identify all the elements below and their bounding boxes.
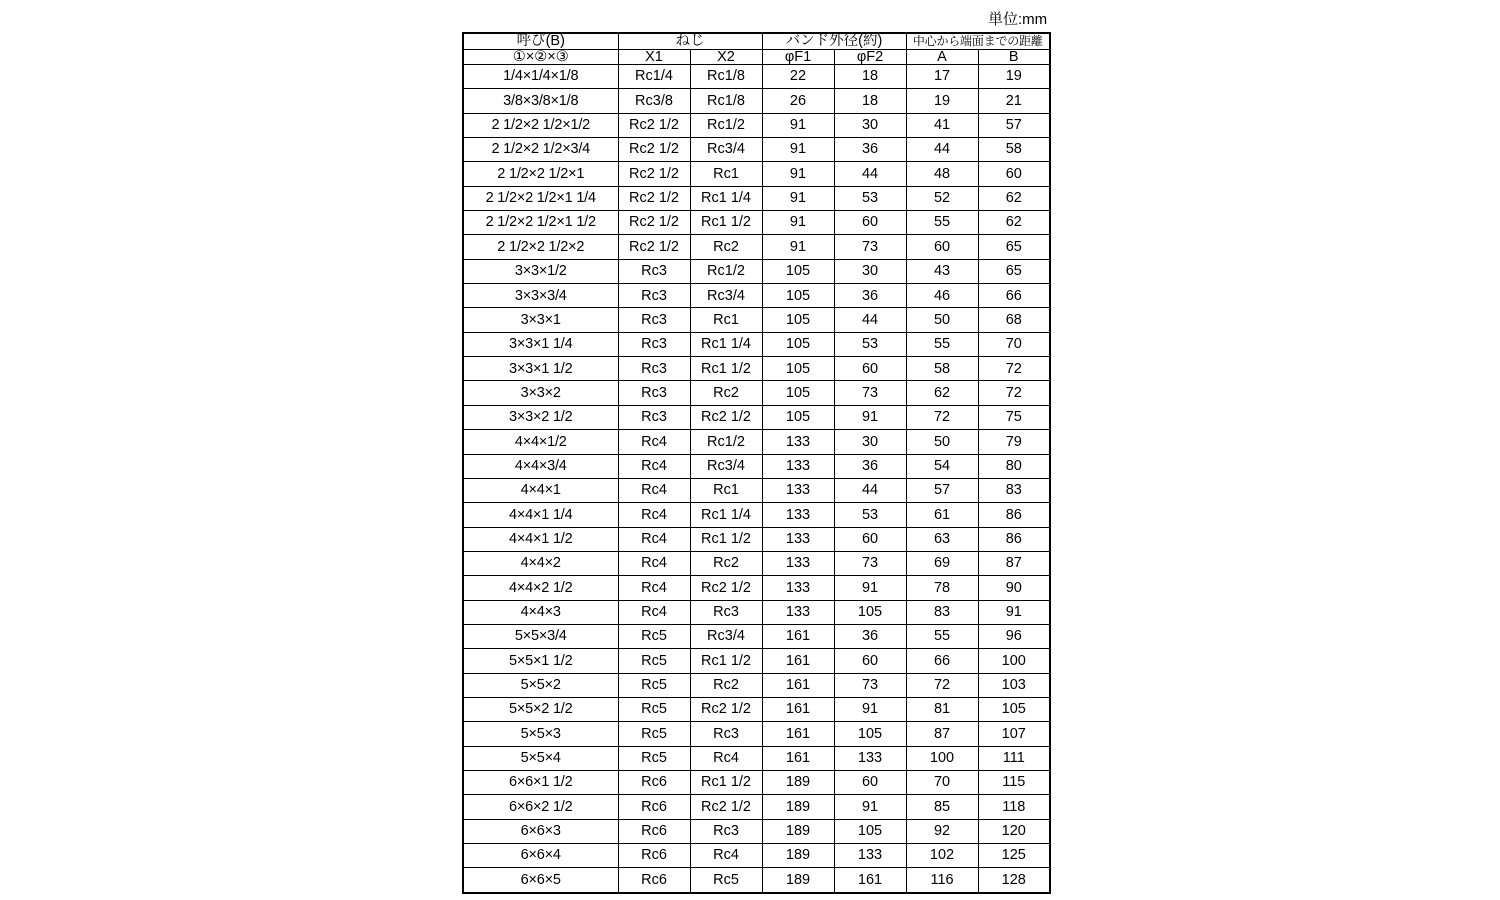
thread-x2-cell: Rc3 <box>690 600 762 624</box>
thread-x2-cell: Rc1/8 <box>690 65 762 89</box>
b-cell: 100 <box>978 649 1050 673</box>
size-cell: 6×6×4 <box>463 844 618 868</box>
thread-x1-cell: Rc4 <box>618 454 690 478</box>
b-cell: 111 <box>978 746 1050 770</box>
b-cell: 75 <box>978 405 1050 429</box>
b-cell: 103 <box>978 673 1050 697</box>
table-row <box>463 332 1050 356</box>
thread-x2-cell: Rc1 1/4 <box>690 186 762 210</box>
table-row <box>463 357 1050 381</box>
b-cell: 107 <box>978 722 1050 746</box>
a-cell: 55 <box>906 211 978 235</box>
a-cell: 70 <box>906 770 978 794</box>
size-cell: 2 1/2×2 1/2×1 <box>463 162 618 186</box>
a-cell: 55 <box>906 332 978 356</box>
size-cell: 4×4×1 1/4 <box>463 503 618 527</box>
thread-x2-cell: Rc1 1/2 <box>690 211 762 235</box>
a-cell: 66 <box>906 649 978 673</box>
f2-cell: 53 <box>834 503 906 527</box>
table-row <box>463 746 1050 770</box>
table-row <box>463 308 1050 332</box>
thread-x2-cell: Rc5 <box>690 868 762 893</box>
header-a: A <box>906 49 978 65</box>
size-cell: 3×3×1 1/4 <box>463 332 618 356</box>
a-cell: 62 <box>906 381 978 405</box>
thread-x1-cell: Rc3/8 <box>618 89 690 113</box>
b-cell: 96 <box>978 624 1050 648</box>
b-cell: 68 <box>978 308 1050 332</box>
f1-cell: 189 <box>762 868 834 893</box>
thread-x1-cell: Rc2 1/2 <box>618 113 690 137</box>
table-row <box>463 673 1050 697</box>
f2-cell: 60 <box>834 211 906 235</box>
f2-cell: 60 <box>834 357 906 381</box>
f1-cell: 105 <box>762 357 834 381</box>
thread-x1-cell: Rc2 1/2 <box>618 138 690 162</box>
table-row <box>463 138 1050 162</box>
table-header <box>463 33 1050 65</box>
f1-cell: 105 <box>762 332 834 356</box>
thread-x1-cell: Rc3 <box>618 284 690 308</box>
thread-x2-cell: Rc1/2 <box>690 430 762 454</box>
f1-cell: 133 <box>762 527 834 551</box>
f2-cell: 91 <box>834 697 906 721</box>
f2-cell: 53 <box>834 186 906 210</box>
header-x1: X1 <box>618 49 690 65</box>
b-cell: 62 <box>978 186 1050 210</box>
thread-x2-cell: Rc1 1/4 <box>690 332 762 356</box>
thread-x1-cell: Rc2 1/2 <box>618 162 690 186</box>
f2-cell: 36 <box>834 454 906 478</box>
f2-cell: 18 <box>834 89 906 113</box>
thread-x1-cell: Rc2 1/2 <box>618 186 690 210</box>
thread-x1-cell: Rc4 <box>618 600 690 624</box>
f2-cell: 60 <box>834 527 906 551</box>
a-cell: 57 <box>906 478 978 502</box>
a-cell: 60 <box>906 235 978 259</box>
thread-x2-cell: Rc3/4 <box>690 624 762 648</box>
f1-cell: 91 <box>762 113 834 137</box>
thread-x2-cell: Rc2 <box>690 673 762 697</box>
f2-cell: 60 <box>834 770 906 794</box>
table-row <box>463 430 1050 454</box>
size-cell: 6×6×5 <box>463 868 618 893</box>
a-cell: 41 <box>906 113 978 137</box>
thread-x1-cell: Rc5 <box>618 673 690 697</box>
thread-x1-cell: Rc6 <box>618 868 690 893</box>
size-cell: 3×3×1 <box>463 308 618 332</box>
a-cell: 19 <box>906 89 978 113</box>
a-cell: 58 <box>906 357 978 381</box>
dimension-table <box>462 32 1051 894</box>
thread-x1-cell: Rc6 <box>618 819 690 843</box>
size-cell: 3/8×3/8×1/8 <box>463 89 618 113</box>
header-b: B <box>978 49 1050 65</box>
f2-cell: 91 <box>834 405 906 429</box>
f2-cell: 91 <box>834 576 906 600</box>
f1-cell: 133 <box>762 551 834 575</box>
a-cell: 102 <box>906 844 978 868</box>
a-cell: 44 <box>906 138 978 162</box>
b-cell: 87 <box>978 551 1050 575</box>
thread-x1-cell: Rc6 <box>618 844 690 868</box>
thread-x1-cell: Rc5 <box>618 697 690 721</box>
f1-cell: 105 <box>762 284 834 308</box>
table-row <box>463 795 1050 819</box>
f1-cell: 189 <box>762 844 834 868</box>
a-cell: 46 <box>906 284 978 308</box>
size-cell: 5×5×2 1/2 <box>463 697 618 721</box>
f2-cell: 105 <box>834 722 906 746</box>
b-cell: 80 <box>978 454 1050 478</box>
f2-cell: 44 <box>834 162 906 186</box>
table-row <box>463 576 1050 600</box>
b-cell: 65 <box>978 235 1050 259</box>
thread-x2-cell: Rc2 1/2 <box>690 405 762 429</box>
f1-cell: 91 <box>762 138 834 162</box>
thread-x2-cell: Rc1 <box>690 308 762 332</box>
thread-x1-cell: Rc4 <box>618 527 690 551</box>
thread-x2-cell: Rc3/4 <box>690 284 762 308</box>
f2-cell: 105 <box>834 819 906 843</box>
size-cell: 2 1/2×2 1/2×1 1/2 <box>463 211 618 235</box>
thread-x2-cell: Rc2 1/2 <box>690 795 762 819</box>
table-row <box>463 186 1050 210</box>
size-cell: 2 1/2×2 1/2×1 1/4 <box>463 186 618 210</box>
b-cell: 86 <box>978 527 1050 551</box>
table-row <box>463 844 1050 868</box>
f1-cell: 189 <box>762 770 834 794</box>
thread-x2-cell: Rc1 <box>690 162 762 186</box>
a-cell: 83 <box>906 600 978 624</box>
thread-x1-cell: Rc4 <box>618 430 690 454</box>
f2-cell: 91 <box>834 795 906 819</box>
b-cell: 91 <box>978 600 1050 624</box>
table-row <box>463 478 1050 502</box>
table-row <box>463 211 1050 235</box>
b-cell: 115 <box>978 770 1050 794</box>
table-row <box>463 527 1050 551</box>
f2-cell: 73 <box>834 673 906 697</box>
b-cell: 79 <box>978 430 1050 454</box>
b-cell: 86 <box>978 503 1050 527</box>
a-cell: 54 <box>906 454 978 478</box>
f1-cell: 161 <box>762 746 834 770</box>
header-size-combination: ①×②×③ <box>463 49 618 65</box>
b-cell: 125 <box>978 844 1050 868</box>
thread-x1-cell: Rc3 <box>618 308 690 332</box>
f2-cell: 18 <box>834 65 906 89</box>
thread-x1-cell: Rc2 1/2 <box>618 211 690 235</box>
size-cell: 5×5×1 1/2 <box>463 649 618 673</box>
table-row <box>463 113 1050 137</box>
f2-cell: 36 <box>834 624 906 648</box>
size-cell: 6×6×2 1/2 <box>463 795 618 819</box>
thread-x1-cell: Rc4 <box>618 576 690 600</box>
table-row <box>463 454 1050 478</box>
header-f2: φF2 <box>834 49 906 65</box>
size-cell: 3×3×2 1/2 <box>463 405 618 429</box>
a-cell: 17 <box>906 65 978 89</box>
thread-x2-cell: Rc2 <box>690 235 762 259</box>
f2-cell: 73 <box>834 551 906 575</box>
f2-cell: 30 <box>834 259 906 283</box>
a-cell: 92 <box>906 819 978 843</box>
table-row <box>463 89 1050 113</box>
f1-cell: 133 <box>762 600 834 624</box>
a-cell: 55 <box>906 624 978 648</box>
size-cell: 5×5×3/4 <box>463 624 618 648</box>
f1-cell: 105 <box>762 259 834 283</box>
thread-x2-cell: Rc3 <box>690 819 762 843</box>
f1-cell: 161 <box>762 697 834 721</box>
thread-x1-cell: Rc3 <box>618 405 690 429</box>
b-cell: 19 <box>978 65 1050 89</box>
f1-cell: 105 <box>762 308 834 332</box>
table-row <box>463 381 1050 405</box>
b-cell: 72 <box>978 381 1050 405</box>
f2-cell: 44 <box>834 478 906 502</box>
header-band-outer-diameter: バンド外径(約) <box>762 33 906 49</box>
f1-cell: 133 <box>762 478 834 502</box>
thread-x2-cell: Rc2 <box>690 381 762 405</box>
size-cell: 2 1/2×2 1/2×3/4 <box>463 138 618 162</box>
thread-x1-cell: Rc3 <box>618 259 690 283</box>
a-cell: 69 <box>906 551 978 575</box>
f2-cell: 30 <box>834 113 906 137</box>
f1-cell: 161 <box>762 624 834 648</box>
f1-cell: 91 <box>762 235 834 259</box>
f2-cell: 44 <box>834 308 906 332</box>
a-cell: 48 <box>906 162 978 186</box>
f2-cell: 73 <box>834 235 906 259</box>
thread-x1-cell: Rc5 <box>618 649 690 673</box>
b-cell: 57 <box>978 113 1050 137</box>
a-cell: 50 <box>906 308 978 332</box>
header-x2: X2 <box>690 49 762 65</box>
table-row <box>463 284 1050 308</box>
size-cell: 3×3×1 1/2 <box>463 357 618 381</box>
header-sub-row <box>463 49 1050 65</box>
size-cell: 4×4×3/4 <box>463 454 618 478</box>
b-cell: 105 <box>978 697 1050 721</box>
f2-cell: 133 <box>834 746 906 770</box>
thread-x2-cell: Rc4 <box>690 844 762 868</box>
thread-x1-cell: Rc4 <box>618 551 690 575</box>
table-row <box>463 697 1050 721</box>
thread-x1-cell: Rc5 <box>618 746 690 770</box>
b-cell: 83 <box>978 478 1050 502</box>
f2-cell: 73 <box>834 381 906 405</box>
b-cell: 90 <box>978 576 1050 600</box>
size-cell: 3×3×1/2 <box>463 259 618 283</box>
size-cell: 3×3×2 <box>463 381 618 405</box>
thread-x1-cell: Rc1/4 <box>618 65 690 89</box>
size-cell: 4×4×3 <box>463 600 618 624</box>
f2-cell: 133 <box>834 844 906 868</box>
size-cell: 6×6×3 <box>463 819 618 843</box>
f2-cell: 36 <box>834 138 906 162</box>
f2-cell: 36 <box>834 284 906 308</box>
size-cell: 4×4×1 1/2 <box>463 527 618 551</box>
thread-x2-cell: Rc1 <box>690 478 762 502</box>
thread-x2-cell: Rc1 1/2 <box>690 649 762 673</box>
f1-cell: 91 <box>762 162 834 186</box>
f1-cell: 22 <box>762 65 834 89</box>
a-cell: 72 <box>906 673 978 697</box>
a-cell: 43 <box>906 259 978 283</box>
f2-cell: 60 <box>834 649 906 673</box>
a-cell: 81 <box>906 697 978 721</box>
thread-x1-cell: Rc3 <box>618 357 690 381</box>
f1-cell: 161 <box>762 673 834 697</box>
thread-x2-cell: Rc2 1/2 <box>690 697 762 721</box>
f2-cell: 53 <box>834 332 906 356</box>
f1-cell: 189 <box>762 795 834 819</box>
thread-x1-cell: Rc3 <box>618 381 690 405</box>
size-cell: 5×5×4 <box>463 746 618 770</box>
f1-cell: 91 <box>762 186 834 210</box>
b-cell: 60 <box>978 162 1050 186</box>
table-row <box>463 624 1050 648</box>
b-cell: 21 <box>978 89 1050 113</box>
thread-x2-cell: Rc2 <box>690 551 762 575</box>
table-row <box>463 551 1050 575</box>
f2-cell: 161 <box>834 868 906 893</box>
header-thread: ねじ <box>618 33 762 49</box>
table-row <box>463 600 1050 624</box>
thread-x2-cell: Rc4 <box>690 746 762 770</box>
thread-x2-cell: Rc3/4 <box>690 138 762 162</box>
thread-x1-cell: Rc5 <box>618 722 690 746</box>
size-cell: 4×4×2 <box>463 551 618 575</box>
thread-x1-cell: Rc2 1/2 <box>618 235 690 259</box>
f1-cell: 161 <box>762 722 834 746</box>
size-cell: 6×6×1 1/2 <box>463 770 618 794</box>
thread-x1-cell: Rc4 <box>618 478 690 502</box>
a-cell: 85 <box>906 795 978 819</box>
f1-cell: 91 <box>762 211 834 235</box>
size-cell: 5×5×3 <box>463 722 618 746</box>
table-row <box>463 65 1050 89</box>
unit-label: 単位:mm <box>988 11 1048 28</box>
a-cell: 50 <box>906 430 978 454</box>
thread-x1-cell: Rc3 <box>618 332 690 356</box>
size-cell: 4×4×2 1/2 <box>463 576 618 600</box>
header-center-to-end-distance: 中心から端面までの距離 <box>906 33 1050 49</box>
a-cell: 61 <box>906 503 978 527</box>
thread-x2-cell: Rc1/2 <box>690 259 762 283</box>
a-cell: 52 <box>906 186 978 210</box>
table-row <box>463 770 1050 794</box>
f1-cell: 189 <box>762 819 834 843</box>
b-cell: 58 <box>978 138 1050 162</box>
thread-x2-cell: Rc2 1/2 <box>690 576 762 600</box>
size-cell: 2 1/2×2 1/2×1/2 <box>463 113 618 137</box>
table-row <box>463 722 1050 746</box>
a-cell: 87 <box>906 722 978 746</box>
header-group-row <box>463 33 1050 49</box>
b-cell: 65 <box>978 259 1050 283</box>
table-row <box>463 868 1050 893</box>
thread-x2-cell: Rc1 1/4 <box>690 503 762 527</box>
size-cell: 5×5×2 <box>463 673 618 697</box>
b-cell: 62 <box>978 211 1050 235</box>
b-cell: 118 <box>978 795 1050 819</box>
b-cell: 66 <box>978 284 1050 308</box>
f1-cell: 105 <box>762 405 834 429</box>
header-nominal-size: 呼び(B) <box>463 33 618 49</box>
thread-x2-cell: Rc3 <box>690 722 762 746</box>
b-cell: 70 <box>978 332 1050 356</box>
thread-x2-cell: Rc1 1/2 <box>690 357 762 381</box>
f1-cell: 26 <box>762 89 834 113</box>
size-cell: 4×4×1/2 <box>463 430 618 454</box>
a-cell: 116 <box>906 868 978 893</box>
header-f1: φF1 <box>762 49 834 65</box>
size-cell: 3×3×3/4 <box>463 284 618 308</box>
f1-cell: 133 <box>762 576 834 600</box>
table-row <box>463 405 1050 429</box>
thread-x1-cell: Rc4 <box>618 503 690 527</box>
table-row <box>463 235 1050 259</box>
f1-cell: 133 <box>762 454 834 478</box>
size-cell: 2 1/2×2 1/2×2 <box>463 235 618 259</box>
f2-cell: 30 <box>834 430 906 454</box>
b-cell: 120 <box>978 819 1050 843</box>
a-cell: 72 <box>906 405 978 429</box>
thread-x1-cell: Rc6 <box>618 770 690 794</box>
thread-x2-cell: Rc1 1/2 <box>690 770 762 794</box>
a-cell: 78 <box>906 576 978 600</box>
thread-x1-cell: Rc6 <box>618 795 690 819</box>
table-row <box>463 259 1050 283</box>
thread-x2-cell: Rc1/2 <box>690 113 762 137</box>
f1-cell: 105 <box>762 381 834 405</box>
a-cell: 63 <box>906 527 978 551</box>
b-cell: 72 <box>978 357 1050 381</box>
table-row <box>463 162 1050 186</box>
a-cell: 100 <box>906 746 978 770</box>
f2-cell: 105 <box>834 600 906 624</box>
table-row <box>463 649 1050 673</box>
f1-cell: 133 <box>762 503 834 527</box>
thread-x2-cell: Rc1/8 <box>690 89 762 113</box>
table-row <box>463 819 1050 843</box>
size-cell: 4×4×1 <box>463 478 618 502</box>
size-cell: 1/4×1/4×1/8 <box>463 65 618 89</box>
f1-cell: 133 <box>762 430 834 454</box>
thread-x1-cell: Rc5 <box>618 624 690 648</box>
b-cell: 128 <box>978 868 1050 893</box>
table-row <box>463 503 1050 527</box>
f1-cell: 161 <box>762 649 834 673</box>
thread-x2-cell: Rc1 1/2 <box>690 527 762 551</box>
table-body <box>463 65 1050 894</box>
thread-x2-cell: Rc3/4 <box>690 454 762 478</box>
